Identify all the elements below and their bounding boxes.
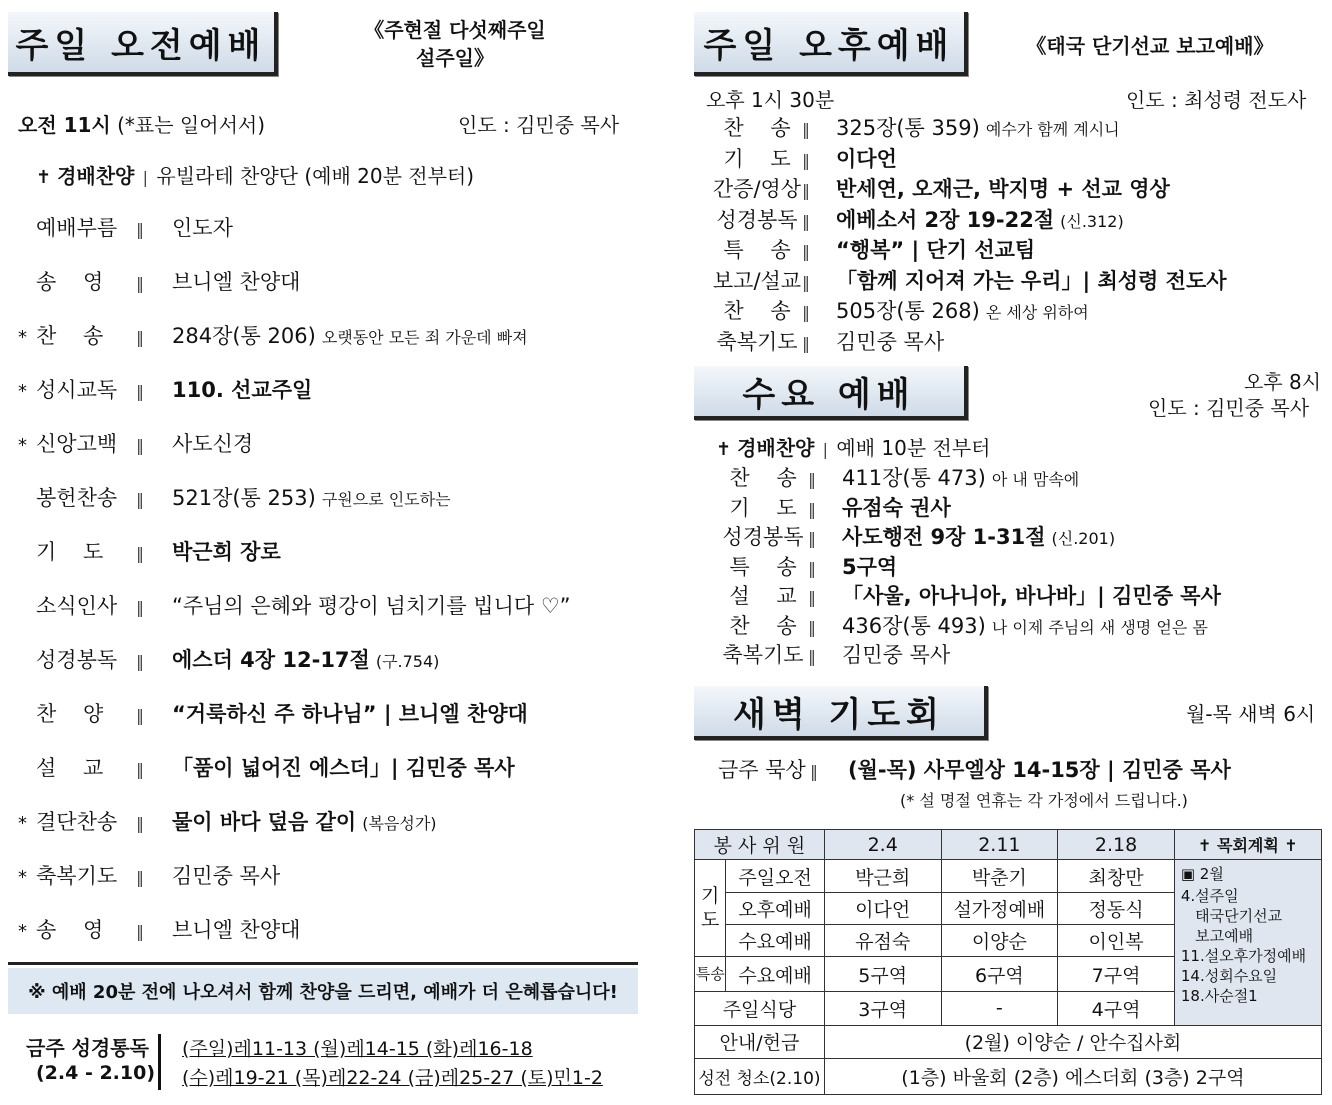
date-cell: 2.4 [824, 830, 941, 860]
bible-reading-box [18, 1030, 638, 1094]
order-value: 물이 바다 덮음 같이 [172, 810, 357, 834]
pastoral-plan-header: ✝ 목회계획 ✝ [1174, 830, 1321, 860]
order-label: 송 영 [36, 270, 104, 294]
standing-mark: * [18, 435, 27, 456]
wednesday-prelude: ✝ 경배찬양 | 예배 10분 전부터 [716, 432, 990, 461]
separator: ‖ [808, 499, 816, 519]
order-label: 신앙고백 [36, 432, 118, 456]
order-row [712, 112, 1120, 142]
standing-mark: * [18, 381, 27, 402]
morning-subtitle-line2: 설주일》 [416, 46, 494, 70]
schedule-cell: 박춘기 [941, 860, 1058, 892]
schedule-cell: 정동식 [1058, 892, 1175, 924]
order-label: 찬 송 [723, 116, 791, 140]
order-value: 사도신경 [172, 432, 254, 456]
order-row [718, 551, 897, 581]
order-row [18, 590, 571, 620]
order-row [712, 326, 944, 356]
order-row [18, 266, 300, 296]
separator: ‖ [136, 706, 144, 725]
order-row [712, 234, 1035, 264]
order-value: 436장(통 493) [842, 613, 986, 638]
order-label: 특 송 [729, 554, 797, 579]
separator: ‖ [808, 470, 816, 489]
reading-divider [158, 1034, 161, 1090]
schedule-cell: 3구역 [824, 991, 941, 1025]
order-note: 구원으로 인도하는 [321, 490, 451, 509]
separator: ‖ [136, 868, 144, 887]
order-value: 에스더 4장 12-17절 [172, 648, 370, 672]
wednesday-leader: 인도 : 김민중 목사 [1148, 396, 1310, 420]
order-note: 나 이제 주님의 새 생명 얻은 몸 [991, 617, 1208, 637]
cross-icon: ✝ [716, 439, 732, 460]
separator: ‖ [136, 760, 144, 779]
morning-leader: 인도 : 김민중 목사 [458, 113, 620, 137]
schedule-cell: 이양순 [941, 925, 1058, 957]
schedule-cell: 박근희 [824, 860, 941, 892]
order-row [718, 610, 1208, 640]
separator: ‖ [802, 181, 810, 200]
order-row [712, 204, 1124, 234]
order-label: 찬 송 [36, 324, 104, 348]
date-cell: 2.11 [941, 830, 1058, 860]
separator: ‖ [802, 242, 810, 261]
prayer-group-label: 기 도 [695, 860, 726, 957]
order-value: 이다언 [836, 146, 897, 171]
plan-line: 태국단기선교 [1180, 907, 1283, 926]
schedule-cell: 설가정예배 [941, 892, 1058, 924]
bible-reading-title: 금주 성경통독 [26, 1036, 149, 1060]
morning-subtitle [330, 16, 580, 72]
order-value: 브니엘 찬양대 [172, 270, 301, 294]
standing-mark: * [18, 813, 27, 834]
order-label: 성경봉독 [716, 207, 798, 232]
order-label: 예배부름 [36, 216, 118, 240]
order-row [718, 580, 1221, 610]
order-row [712, 265, 1227, 295]
order-note: (신.312) [1060, 211, 1124, 231]
order-label: 설 교 [36, 756, 104, 780]
morning-time [18, 109, 265, 138]
standing-mark: * [18, 867, 27, 888]
special-group-label: 특송 [695, 957, 726, 991]
separator: ‖ [808, 558, 816, 578]
separator: ‖ [808, 588, 816, 607]
standing-mark: * [18, 327, 27, 348]
order-label: 송 영 [36, 918, 104, 942]
order-label: 찬 송 [723, 299, 791, 323]
separator: ‖ [802, 211, 810, 231]
separator: ‖ [808, 647, 816, 666]
morning-prelude-label: 경배찬양 [57, 164, 135, 188]
separator: ‖ [802, 150, 810, 170]
order-row [18, 914, 300, 944]
separator: ‖ [136, 922, 144, 941]
bible-reading-line1: (주일)레11-13 (월)레14-15 (화)레16-18 [182, 1038, 533, 1060]
order-row [712, 295, 1089, 325]
order-row [718, 492, 951, 522]
separator: ‖ [136, 328, 144, 347]
order-note: 오랫동안 모든 죄 가운데 빠져 [321, 328, 528, 347]
schedule-cell: 5구역 [824, 957, 941, 991]
order-value: 김민중 목사 [172, 864, 281, 888]
schedule-header: 봉 사 위 원 [695, 830, 825, 860]
order-value: 김민중 목사 [842, 643, 951, 667]
dawn-value: (월-목) 사무엘상 14-15장 | 김민중 목사 [848, 758, 1231, 782]
wednesday-time: 오후 8시 [1244, 370, 1322, 394]
order-value: 「사울, 아나니아, 바나바」| 김민중 목사 [842, 584, 1221, 608]
order-note: (복음성가) [362, 814, 437, 833]
order-value: 유점숙 권사 [842, 495, 951, 520]
separator: ‖ [136, 544, 144, 563]
order-label: 성시교독 [36, 378, 118, 402]
order-note: 온 세상 위하여 [985, 303, 1089, 322]
order-row [18, 752, 515, 782]
separator: ‖ [808, 617, 816, 637]
separator: ‖ [808, 529, 816, 548]
usher-value: (2월) 이양순 / 안수집사회 [824, 1026, 1321, 1058]
order-value: “주님의 은혜와 평강이 넘치기를 빕니다 ♡” [172, 594, 571, 618]
plan-line: ▣ 2월 [1180, 865, 1224, 884]
cleaning-value: (1층) 바울회 (2층) 에스더회 (3층) 2구역 [824, 1058, 1321, 1094]
morning-service-title: 주일 오전예배 [8, 12, 278, 76]
date-cell: 2.18 [1058, 830, 1175, 860]
afternoon-time: 오후 1시 30분 [706, 88, 835, 112]
order-row [18, 536, 281, 566]
pastoral-plan-list [1174, 860, 1321, 1026]
order-label: 찬 송 [729, 613, 797, 638]
cross-icon: ✝ [36, 167, 52, 188]
order-label: 축복기도 [716, 329, 798, 354]
order-label: 성경봉독 [36, 648, 118, 672]
order-note: (신.201) [1051, 529, 1116, 548]
wednesday-prelude-value: 예배 10분 전부터 [836, 436, 991, 460]
schedule-cell: 6구역 [941, 957, 1058, 991]
plan-line: 보고예배 [1180, 927, 1254, 946]
schedule-cell: 7구역 [1058, 957, 1175, 991]
plan-line: 4.설주일 [1180, 887, 1239, 906]
separator: ‖ [136, 382, 144, 401]
morning-prelude: ✝ 경배찬양 | 유빌라테 찬양단 (예배 20분 전부터) [36, 160, 474, 189]
order-label: 축복기도 [722, 643, 804, 667]
order-label: 설 교 [729, 584, 797, 608]
order-label: 간증/영상 [712, 177, 802, 201]
dawn-time: 월-목 새벽 6시 [1186, 702, 1316, 726]
usher-label: 안내/헌금 [695, 1026, 825, 1058]
order-note: 아 내 맘속에 [991, 470, 1080, 489]
order-value: 5구역 [842, 554, 898, 579]
schedule-row-label: 수요예배 [726, 957, 824, 991]
order-row [718, 462, 1079, 492]
afternoon-subtitle: 《태국 단기선교 보고예배》 [1026, 34, 1274, 58]
order-label: 기 도 [729, 495, 797, 520]
standing-mark: * [18, 921, 27, 942]
order-label: 찬 송 [729, 466, 797, 490]
order-row [712, 143, 897, 173]
schedule-cell: 4구역 [1058, 991, 1175, 1025]
afternoon-service-title: 주일 오후예배 [694, 12, 968, 76]
plan-line: 11.설오후가정예배 [1180, 947, 1307, 966]
cleaning-label: 성전 청소(2.10) [695, 1058, 825, 1094]
wednesday-service-title: 수요 예배 [694, 366, 968, 420]
schedule-row-label: 오후예배 [726, 892, 824, 924]
order-label: 찬 양 [36, 702, 104, 726]
separator: ‖ [136, 274, 144, 293]
separator: ‖ [136, 436, 144, 455]
morning-time-text: 오전 11시 [18, 113, 111, 137]
order-label: 소식인사 [36, 594, 118, 618]
order-label: 축복기도 [36, 864, 118, 888]
bible-reading-line2: (수)레19-21 (목)레22-24 (금)레25-27 (토)민1-2 [182, 1067, 603, 1089]
order-row [18, 374, 312, 404]
order-value: 411장(통 473) [842, 466, 986, 490]
order-value: 김민중 목사 [836, 329, 945, 354]
schedule-cell: 이인복 [1058, 925, 1175, 957]
order-value: 인도자 [172, 216, 233, 240]
order-value: 325장(통 359) [836, 116, 980, 140]
order-value: 브니엘 찬양대 [172, 918, 301, 942]
order-value: “행복” | 단기 선교팀 [836, 238, 1036, 262]
order-row [718, 639, 950, 669]
order-row [712, 173, 1170, 203]
order-row [18, 320, 528, 350]
dawn-prayer-title: 새벽 기도회 [694, 686, 988, 740]
order-row [718, 521, 1115, 551]
bible-reading-range: (2.4 - 2.10) [36, 1062, 156, 1084]
schedule-cell: 최창만 [1058, 860, 1175, 892]
order-note: (구.754) [375, 652, 440, 671]
order-row [18, 644, 439, 674]
order-row [18, 212, 233, 242]
order-value: 에베소서 2장 19-22절 [836, 207, 1055, 232]
schedule-row-label: 주일오전 [726, 860, 824, 892]
order-value: 505장(통 268) [836, 299, 980, 323]
order-label: 보고/설교 [712, 268, 802, 293]
separator: ‖ [136, 490, 144, 509]
order-value: 박근희 장로 [172, 540, 281, 564]
divider-line [8, 962, 638, 965]
order-row [18, 860, 280, 890]
order-value: 「품이 넓어진 에스더」| 김민중 목사 [172, 756, 515, 780]
plan-line: 18.사순절1 [1180, 987, 1258, 1006]
separator: ‖ [136, 220, 144, 239]
dawn-note: (* 설 명절 연휴는 각 가정에서 드립니다.) [900, 791, 1188, 810]
order-label: 기 도 [723, 146, 791, 171]
separator: ‖ [136, 814, 144, 833]
afternoon-leader: 인도 : 최성령 전도사 [1126, 88, 1307, 112]
morning-subtitle-line1: 《주현절 다섯째주일 [364, 18, 546, 42]
order-label: 봉헌찬송 [36, 486, 118, 510]
order-row [18, 698, 528, 728]
separator: ‖ [802, 333, 810, 353]
order-value: 사도행전 9장 1-31절 [842, 525, 1046, 549]
order-value: 「함께 지어져 가는 우리」| 최성령 전도사 [836, 268, 1227, 293]
schedule-row-label: 수요예배 [726, 925, 824, 957]
separator: ‖ [802, 120, 810, 139]
separator: ‖ [136, 652, 144, 671]
plan-line: 14.성회수요일 [1180, 967, 1278, 986]
order-label: 결단찬송 [36, 810, 118, 834]
order-value: 521장(통 253) [172, 486, 316, 510]
dawn-label: 금주 묵상 [718, 758, 806, 782]
schedule-cell: 유점숙 [824, 925, 941, 957]
order-row [18, 806, 437, 836]
order-value: 284장(통 206) [172, 324, 316, 348]
morning-prelude-value: 유빌라테 찬양단 (예배 20분 전부터) [156, 164, 475, 188]
order-value: 반세연, 오재근, 박지명 + 선교 영상 [836, 177, 1170, 201]
order-value: “거룩하신 주 하나님” | 브니엘 찬양대 [172, 702, 528, 726]
separator: ‖ [136, 598, 144, 617]
early-arrival-banner: ※ 예배 20분 전에 나오셔서 함께 찬양을 드리면, 예배가 더 은혜롭습니다! [8, 968, 638, 1014]
schedule-row-label: 주일식당 [695, 991, 825, 1025]
order-note: 예수가 함께 계시니 [985, 120, 1120, 139]
wednesday-prelude-label: 경배찬양 [737, 436, 815, 460]
schedule-cell: - [941, 991, 1058, 1025]
separator: ‖ [802, 272, 810, 292]
order-value: 110. 선교주일 [172, 378, 313, 402]
volunteer-schedule-table [694, 829, 1322, 1095]
separator: ‖ [802, 303, 810, 322]
dawn-reading: 금주 묵상 ‖ (월-목) 사무엘상 14-15장 | 김민중 목사 [718, 754, 1231, 784]
order-label: 성경봉독 [722, 525, 804, 549]
schedule-cell: 이다언 [824, 892, 941, 924]
order-label: 특 송 [723, 238, 791, 262]
order-label: 기 도 [36, 540, 104, 564]
order-row [18, 482, 451, 512]
morning-time-note: (*표는 일어서서) [117, 113, 266, 137]
order-row [18, 428, 253, 458]
